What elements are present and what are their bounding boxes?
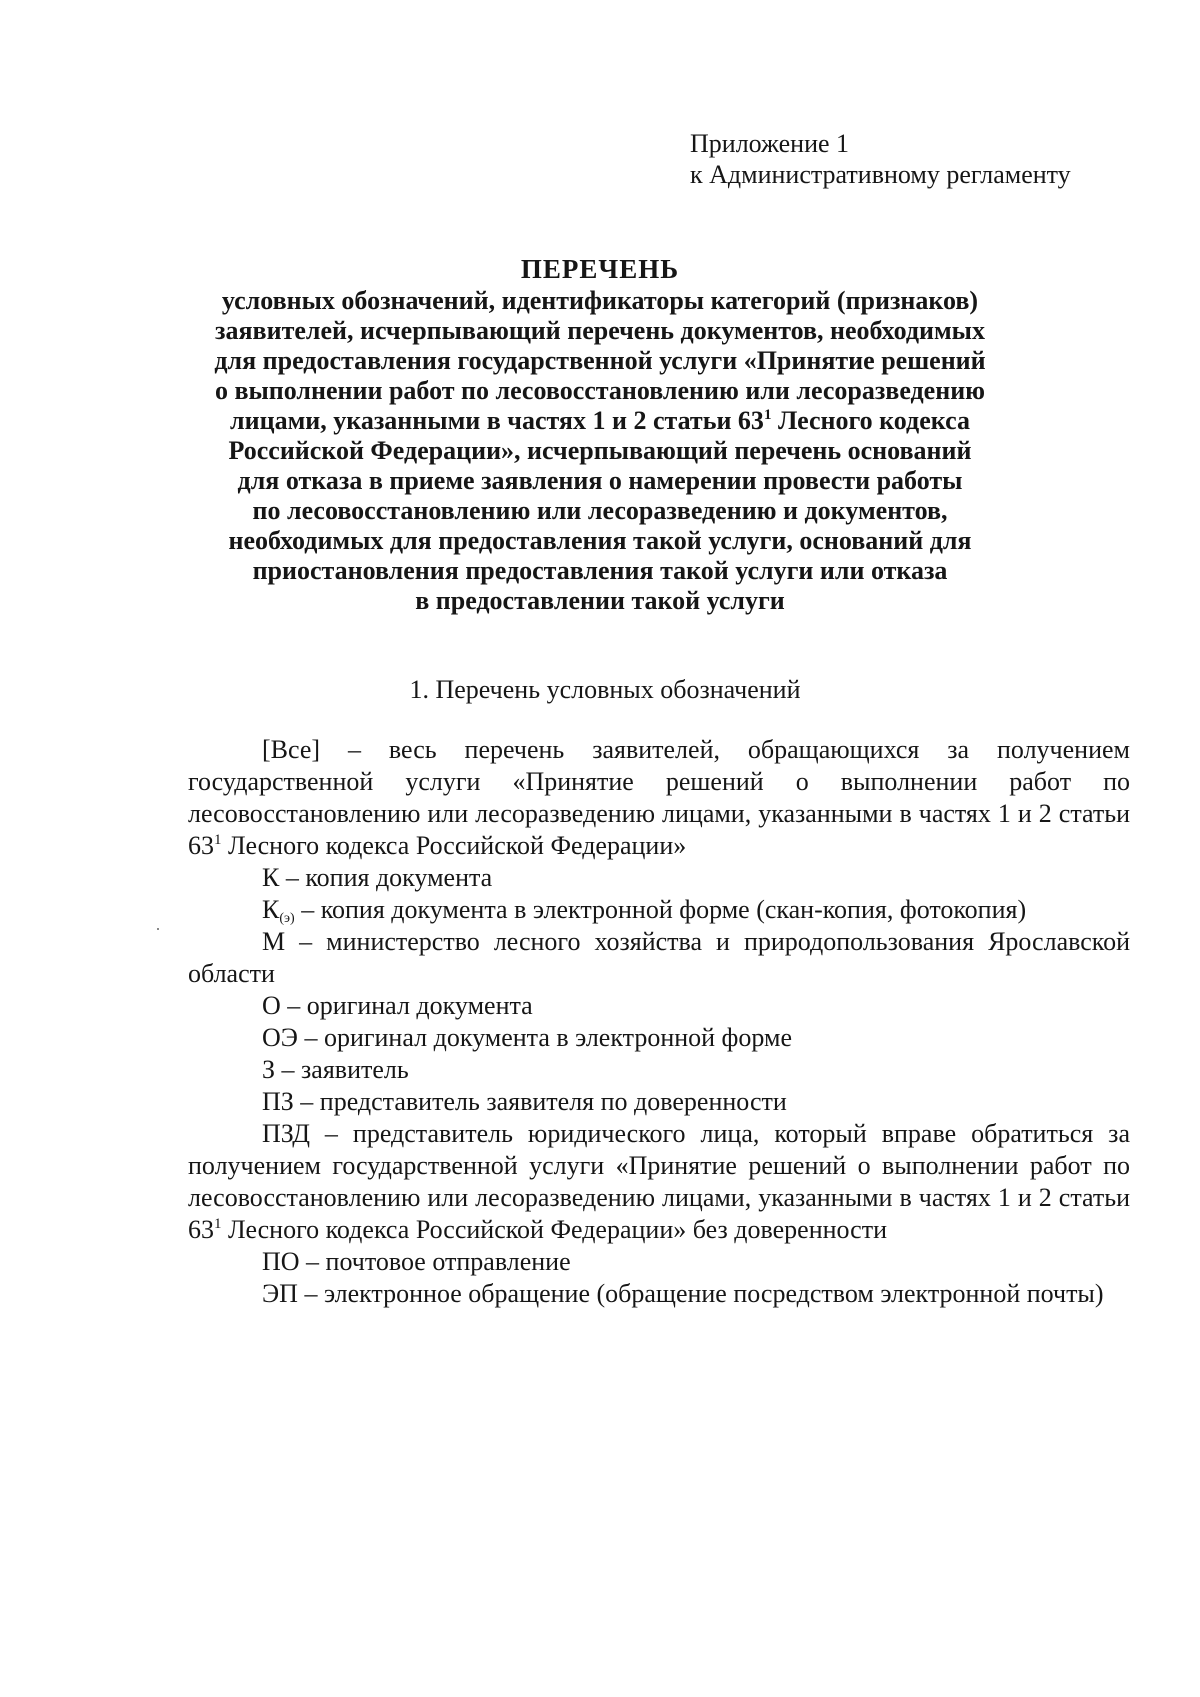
legend-all [188, 734, 1130, 862]
title-line: по лесовосстановлению или лесоразведению и документов, [252, 496, 948, 525]
legend-list [188, 734, 1130, 1310]
title-line: о выполнении работ по лесовосстановлению или лесоразведению [214, 376, 986, 405]
article-superscript: 1 [214, 832, 222, 848]
scan-speck [157, 928, 159, 930]
legend-ke-subscript: (э) [279, 911, 295, 926]
title-line-text: лицами, указанными в частях 1 и 2 статьи 63 [230, 406, 764, 435]
title-line: приостановления предоставления такой услуги или отказа [252, 556, 948, 585]
title-line: заявителей, исчерпывающий перечень документов, необходимых [215, 316, 985, 345]
appendix-note [690, 128, 1071, 190]
legend-ke-letter: К [262, 895, 280, 924]
document-title-block [150, 254, 1050, 616]
title-line: для предоставления государственной услуги «Принятие решений [214, 346, 986, 375]
title-line: для отказа в приеме заявления о намерении провести работы [237, 466, 963, 495]
appendix-line-2: к Административному регламенту [690, 160, 1071, 189]
article-superscript: 1 [763, 407, 772, 423]
legend-k: К – копия документа [262, 863, 493, 892]
legend-pzd-text: ПЗД – представитель юридического лица, который вправе обратиться за получением государственной услуги «Принятие решений о выполнении работ по лесовосстановлению или лесоразведению лицами, указанными в частях 1 и 2 статьи 63 [188, 1119, 1130, 1244]
legend-all-text: [Все] – весь перечень заявителей, обращающихся за получением государственной услуги «Принятие решений о выполнении работ по лесовосстановлению или лесоразведению лицами, указанными в частях 1 и 2 статьи 63 [188, 735, 1130, 860]
legend-oe: ОЭ – оригинал документа в электронной форме [262, 1023, 793, 1052]
legend-pz: ПЗ – представитель заявителя по доверенности [262, 1087, 787, 1116]
legend-z: З – заявитель [262, 1055, 409, 1084]
legend-ep: ЭП – электронное обращение (обращение посредством электронной почты) [262, 1279, 1104, 1308]
section-heading: 1. Перечень условных обозначений [409, 675, 801, 704]
appendix-line-1: Приложение 1 [690, 129, 850, 158]
legend-pzd [188, 1118, 1130, 1246]
article-superscript: 1 [214, 1216, 222, 1232]
legend-o: О – оригинал документа [262, 991, 533, 1020]
legend-all-text-end: Лесного кодекса Российской Федерации» [221, 831, 687, 860]
title-line [150, 406, 1050, 436]
legend-po: ПО – почтовое отправление [262, 1247, 571, 1276]
legend-ke [188, 894, 1130, 926]
legend-m: М – министерство лесного хозяйства и природопользования Ярославской области [188, 927, 1130, 988]
title-line: Российской Федерации», исчерпывающий перечень оснований [228, 436, 972, 465]
title-line: в предоставлении такой услуги [415, 586, 785, 615]
title-line-text: Лесного кодекса [771, 406, 970, 435]
legend-pzd-text-end: Лесного кодекса Российской Федерации» без доверенности [221, 1215, 887, 1244]
title-line: необходимых для предоставления такой услуги, оснований для [228, 526, 972, 555]
title-line: условных обозначений, идентификаторы категорий (признаков) [221, 286, 979, 315]
legend-ke-text: – копия документа в электронной форме (скан-копия, фотокопия) [294, 895, 1027, 924]
document-title: ПЕРЕЧЕНЬ [520, 254, 680, 284]
